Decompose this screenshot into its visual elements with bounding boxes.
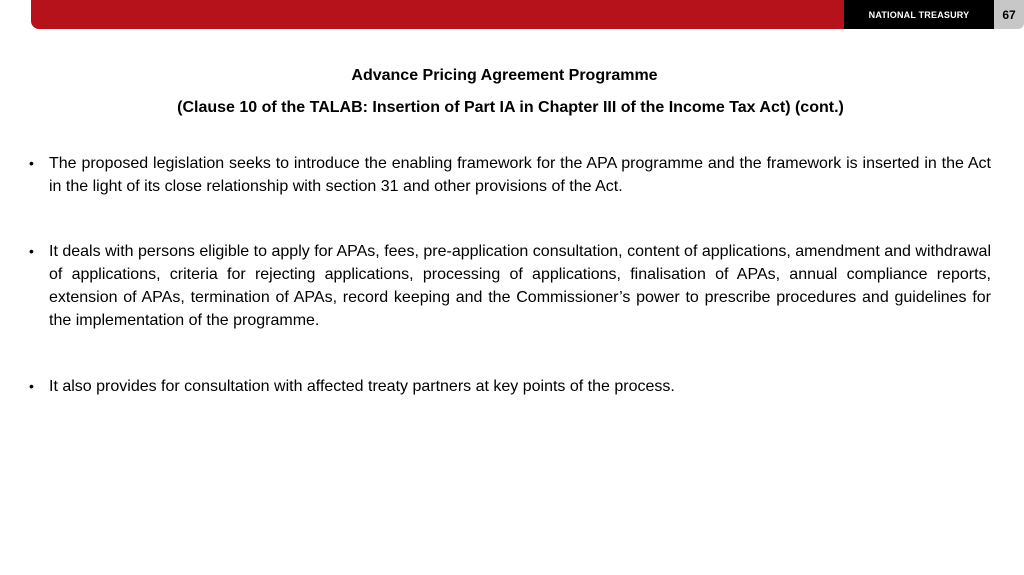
bullet-dot: •	[29, 155, 34, 171]
bullet-text: The proposed legislation seeks to introduce the enabling framework for the APA programme and the framework is inserted in the Act in the light of its close relationship with section 31 and other provisions of the Act.	[49, 155, 991, 195]
bullet-dot: •	[29, 378, 34, 394]
slide-title: Advance Pricing Agreement Programme	[351, 67, 658, 84]
bullet-text: It deals with persons eligible to apply for APAs, fees, pre-application consultation, content of applications, amendment and withdrawal of applications, criteria for rejecting applications, processing of applications, finalisation of APAs, annual compliance reports, extension of APAs, termination of APAs, record keeping and the Commissioner’s power to prescribe procedures and guidelines for the implementation of the programme.	[49, 243, 991, 329]
bullet-item	[29, 375, 991, 398]
header-bar	[31, 0, 1016, 29]
bullet-item	[29, 240, 991, 332]
bullet-dot: •	[29, 243, 34, 259]
bullet-item	[29, 152, 991, 198]
brand-label: NATIONAL TREASURY	[844, 0, 994, 29]
page-number: 67	[994, 0, 1024, 29]
bullet-text: It also provides for consultation with affected treaty partners at key points of the process.	[49, 378, 675, 395]
slide-subtitle: (Clause 10 of the TALAB: Insertion of Part IA in Chapter III of the Income Tax Act) (cont.)	[177, 99, 844, 116]
